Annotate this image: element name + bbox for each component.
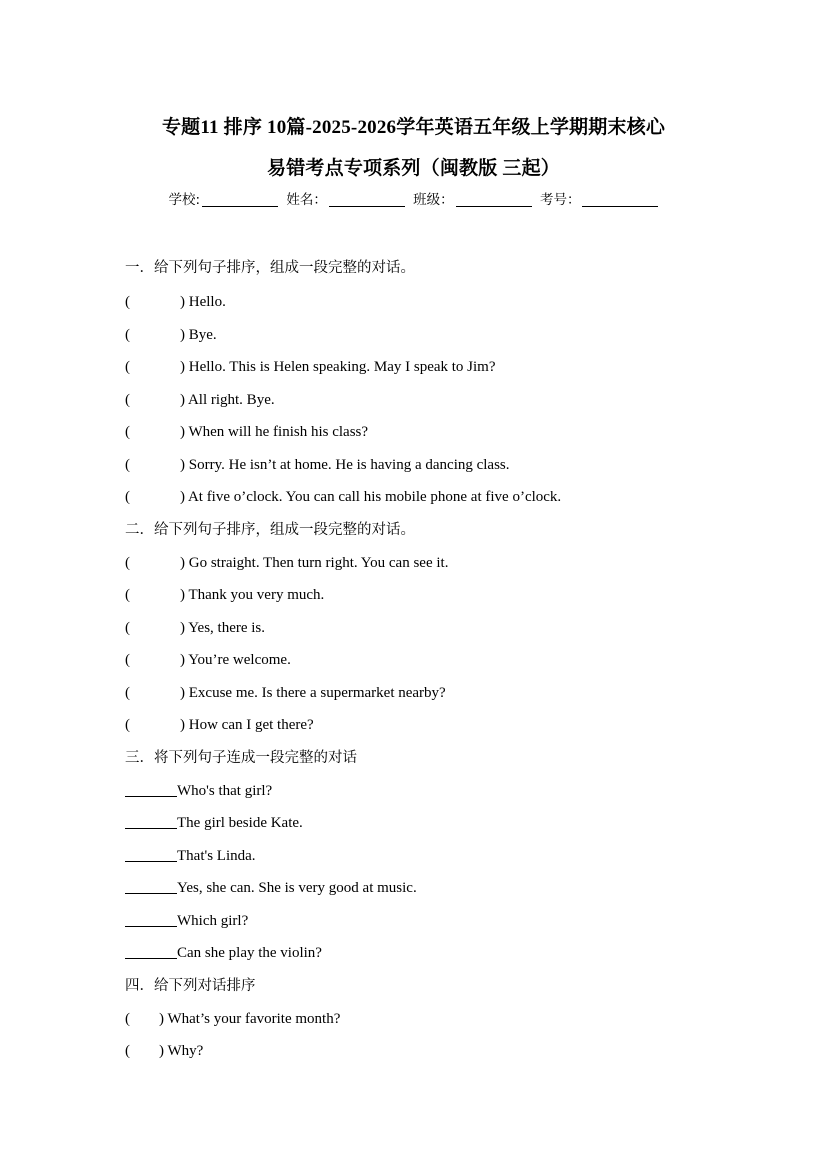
answer-paren[interactable]: ( xyxy=(125,587,130,603)
page-title-line-1: 专题11 排序 10篇-2025-2026学年英语五年级上学期期末核心 xyxy=(161,117,666,138)
list-item: The girl beside Kate. xyxy=(125,811,745,844)
school-blank[interactable] xyxy=(202,192,278,207)
list-item: Can she play the violin? xyxy=(125,941,745,974)
answer-blank[interactable] xyxy=(125,910,177,927)
list-item: ( ) Yes, there is. xyxy=(125,616,745,649)
answer-paren[interactable]: ( xyxy=(125,1010,130,1027)
answer-paren[interactable]: ( xyxy=(125,326,130,343)
list-item: That's Linda. xyxy=(125,844,745,877)
answer-paren[interactable]: ( xyxy=(125,554,130,571)
answer-paren[interactable]: ( xyxy=(125,684,130,701)
list-item: ( ) At five o’clock. You can call his mobile phone at five o’clock. xyxy=(125,485,745,518)
list-item: ( ) All right. Bye. xyxy=(125,388,745,421)
answer-paren[interactable]: ( xyxy=(125,424,130,440)
list-item: Who's that girl? xyxy=(125,779,745,812)
list-item: Which girl? xyxy=(125,909,745,942)
answer-paren[interactable]: ( xyxy=(125,391,130,408)
list-item: ( ) Hello. This is Helen speaking. May I speak to Jim? xyxy=(125,355,745,388)
list-item: ( ) Excuse me. Is there a supermarket nearby? xyxy=(125,681,745,714)
section-1-title: 一．给下列句子排序，组成一段完整的对话。 xyxy=(125,260,415,276)
section-4-title: 四．给下列对话排序 xyxy=(125,977,256,994)
class-blank[interactable] xyxy=(456,192,532,207)
answer-paren[interactable]: ( xyxy=(125,1043,130,1059)
answer-blank[interactable] xyxy=(125,780,177,797)
answer-paren[interactable]: ( xyxy=(125,619,130,636)
list-item: ( ) When will he finish his class? xyxy=(125,420,745,453)
section-2-title: 二．给下列句子排序，组成一段完整的对话。 xyxy=(125,521,415,538)
list-item: ( ) Hello. xyxy=(125,290,745,323)
questions-body xyxy=(125,256,745,1072)
name-field: 姓名： xyxy=(286,188,405,208)
list-item: ( ) Sorry. He isn’t at home. He is having a dancing class. xyxy=(125,453,745,486)
list-item: ( ) How can I get there? xyxy=(125,713,745,746)
answer-paren[interactable]: ( xyxy=(125,652,130,668)
list-item: ( ) Bye. xyxy=(125,323,745,356)
list-item: ( ) You’re welcome. xyxy=(125,648,745,681)
section-3-title: 三．将下列句子连成一段完整的对话 xyxy=(125,749,357,766)
answer-blank[interactable] xyxy=(125,812,177,829)
name-blank[interactable] xyxy=(329,192,405,207)
answer-paren[interactable]: ( xyxy=(125,359,130,375)
answer-paren[interactable]: ( xyxy=(125,717,130,733)
list-item: ( ) Go straight. Then turn right. You can see it. xyxy=(125,551,745,584)
list-item: ( ) Thank you very much. xyxy=(125,583,745,616)
school-field: 学校: xyxy=(169,188,279,208)
class-field: 班级： xyxy=(413,188,532,208)
answer-paren[interactable]: ( xyxy=(125,456,130,473)
page-title-line-2: 易错考点专项系列（闽教版 三起） xyxy=(267,158,560,179)
exam-number-blank[interactable] xyxy=(582,192,658,207)
answer-blank[interactable] xyxy=(125,942,177,959)
exam-number-field: 考号： xyxy=(540,188,659,208)
list-item: Yes, she can. She is very good at music. xyxy=(125,876,745,909)
answer-paren[interactable]: ( xyxy=(125,489,130,505)
answer-blank[interactable] xyxy=(125,845,177,862)
answer-blank[interactable] xyxy=(125,877,177,894)
answer-paren[interactable]: ( xyxy=(125,294,130,310)
list-item: ( ) What’s your favorite month? xyxy=(125,1007,745,1040)
list-item: ( ) Why? xyxy=(125,1039,745,1072)
student-info-row xyxy=(0,188,827,208)
